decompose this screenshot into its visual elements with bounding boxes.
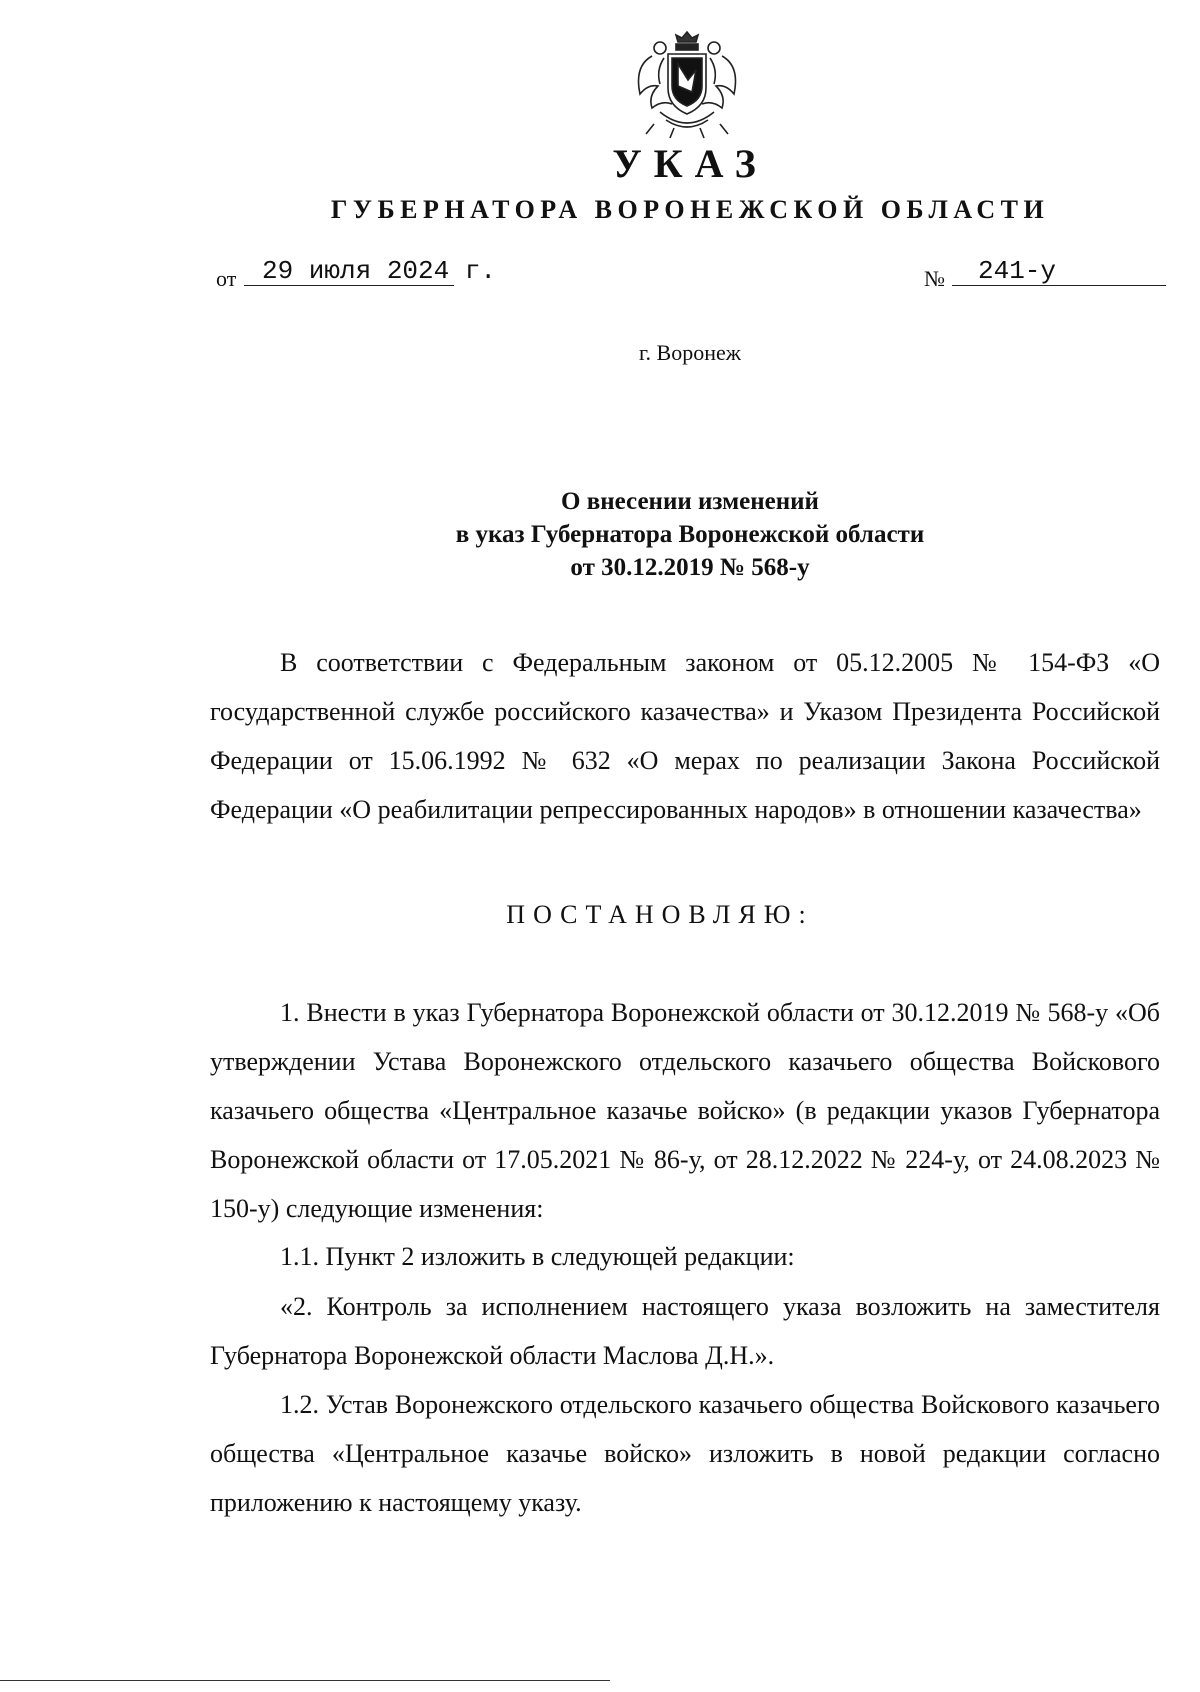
date-value: 29 июля 2024 г. <box>262 256 497 286</box>
city: г. Воронеж <box>639 340 741 365</box>
footer-divider <box>0 1680 610 1681</box>
subject-line-1: О внесении изменений <box>561 488 819 515</box>
coat-of-arms-icon <box>624 28 750 140</box>
date-prefix: от <box>216 266 237 291</box>
decree-heading: ПОСТАНОВЛЯЮ: <box>506 900 814 929</box>
clause-1: 1. Внести в указ Губернатора Воронежской области от 30.12.2019 № 568-у «Об утверждении Устава Воронежского отдельского казачьего общества Войскового казачьего общества «Центральное казачье войско» (в редакции указов Губернатора Воронежской области от 17.05.2021 № 86-у, от 28.12.2022 № 224-у, от 24.08.2023 № 150-у) следующие изменения: <box>210 998 1160 1223</box>
clause-1-1-text: «2. Контроль за исполнением настоящего указа возложить на заместителя Губернатора Воронежской области Маслова Д.Н.». <box>210 1292 1160 1370</box>
subject-line-2: в указ Губернатора Воронежской области <box>455 521 925 548</box>
subject-line-3: от 30.12.2019 № 568-у <box>570 554 810 581</box>
number-value: 241-у <box>978 256 1057 286</box>
number-prefix: № <box>924 266 945 291</box>
clause-1-1: 1.1. Пункт 2 изложить в следующей редакции: <box>280 1242 795 1271</box>
preamble-paragraph: В соответствии с Федеральным законом от 05.12.2005 № 154-ФЗ «О государственной службе российского казачества» и Указом Президента Российской Федерации от 15.06.1992 № 632 «О мерах по реализации Закона Российской Федерации «О реабилитации репрессированных народов» в отношении казачества» <box>210 648 1160 824</box>
clause-1-2: 1.2. Устав Воронежского отдельского казачьего общества Войскового казачьего общества «Центральное казачье войско» изложить в новой редакции согласно приложению к настоящему указу. <box>210 1390 1160 1517</box>
document-subject <box>0 485 1200 584</box>
document-title: УКАЗ <box>612 141 768 186</box>
document-subtitle: ГУБЕРНАТОРА ВОРОНЕЖСКОЙ ОБЛАСТИ <box>330 195 1050 224</box>
